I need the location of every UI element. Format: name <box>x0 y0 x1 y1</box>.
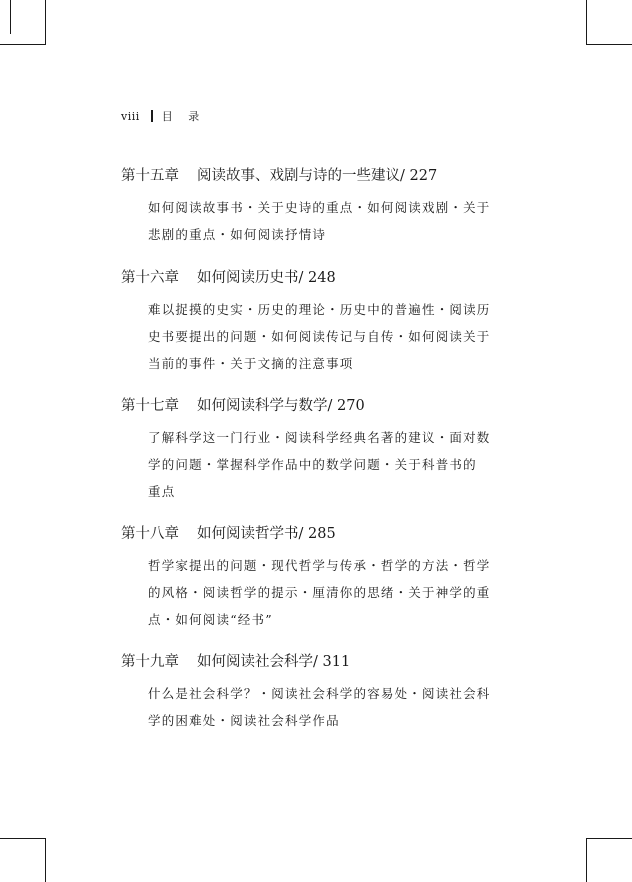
chapter-summary <box>148 194 504 248</box>
summary-line: 悲剧的重点・如何阅读抒情诗 <box>148 227 327 242</box>
page-folio: viii <box>121 109 140 123</box>
chapter-title: 如何阅读社会科学 <box>197 654 313 670</box>
chapter-heading[interactable] <box>121 166 511 186</box>
summary-line: 什么是社会科学？・阅读社会科学的容易处・阅读社会科 <box>148 686 491 701</box>
toc-entry-chapter-17 <box>121 396 511 505</box>
crop-mark-bottom-right-horizontal <box>586 838 632 839</box>
summary-line: 点・如何阅读“经书” <box>148 612 273 627</box>
chapter-title: 阅读故事、戏剧与诗的一些建议 <box>197 168 400 184</box>
summary-line: 哲学家提出的问题・现代哲学与传承・哲学的方法・哲学 <box>148 558 491 573</box>
chapter-page: / 285 <box>298 526 336 542</box>
crop-mark-top-right-vertical <box>586 0 587 44</box>
crop-mark-top-left-inner <box>10 0 11 34</box>
chapter-title: 如何阅读科学与数学 <box>197 398 328 414</box>
crop-mark-top-left-vertical <box>45 0 46 44</box>
crop-mark-top-left-horizontal <box>0 44 46 45</box>
chapter-page: / 311 <box>313 654 351 670</box>
summary-line: 学的困难处・阅读社会科学作品 <box>148 713 340 728</box>
running-head-title: 目 录 <box>161 110 206 123</box>
toc-entry-chapter-16 <box>121 268 511 377</box>
chapter-page: / 248 <box>298 270 336 286</box>
chapter-heading[interactable] <box>121 268 511 288</box>
chapter-title: 如何阅读历史书 <box>197 270 299 286</box>
toc-entry-chapter-15 <box>121 166 511 248</box>
summary-line: 当前的事件・关于文摘的注意事项 <box>148 356 354 371</box>
chapter-page: / 227 <box>400 168 438 184</box>
toc-entry-chapter-18 <box>121 524 511 633</box>
summary-line: 学的问题・掌握科学作品中的数学问题・关于科普书的 <box>148 457 477 472</box>
chapter-heading[interactable] <box>121 396 511 416</box>
chapter-number: 第十七章 <box>121 398 179 414</box>
crop-mark-top-right-horizontal <box>586 44 632 45</box>
chapter-number: 第十六章 <box>121 270 179 286</box>
chapter-heading[interactable] <box>121 652 511 672</box>
running-head <box>121 108 205 124</box>
chapter-summary <box>148 552 504 633</box>
chapter-summary <box>148 680 504 734</box>
chapter-title: 如何阅读哲学书 <box>197 526 299 542</box>
chapter-number: 第十八章 <box>121 526 179 542</box>
summary-line: 的风格・阅读哲学的提示・厘清你的思绪・关于神学的重 <box>148 585 491 600</box>
chapter-page: / 270 <box>327 398 365 414</box>
crop-mark-bottom-left-vertical <box>45 838 46 882</box>
summary-line: 史书要提出的问题・如何阅读传记与自传・如何阅读关于 <box>148 329 491 344</box>
summary-line: 如何阅读故事书・关于史诗的重点・如何阅读戏剧・关于 <box>148 200 491 215</box>
summary-line: 难以捉摸的史实・历史的理论・历史中的普遍性・阅读历 <box>148 302 491 317</box>
chapter-heading[interactable] <box>121 524 511 544</box>
chapter-number: 第十五章 <box>121 168 179 184</box>
crop-mark-bottom-right-vertical <box>586 838 587 882</box>
chapter-summary <box>148 296 504 377</box>
running-head-divider <box>151 110 153 122</box>
summary-line: 重点 <box>148 484 176 499</box>
chapter-number: 第十九章 <box>121 654 179 670</box>
toc-entry-chapter-19 <box>121 652 511 734</box>
crop-mark-bottom-left-horizontal <box>0 838 46 839</box>
summary-line: 了解科学这一门行业・阅读科学经典名著的建议・面对数 <box>148 430 491 445</box>
chapter-summary <box>148 424 504 505</box>
